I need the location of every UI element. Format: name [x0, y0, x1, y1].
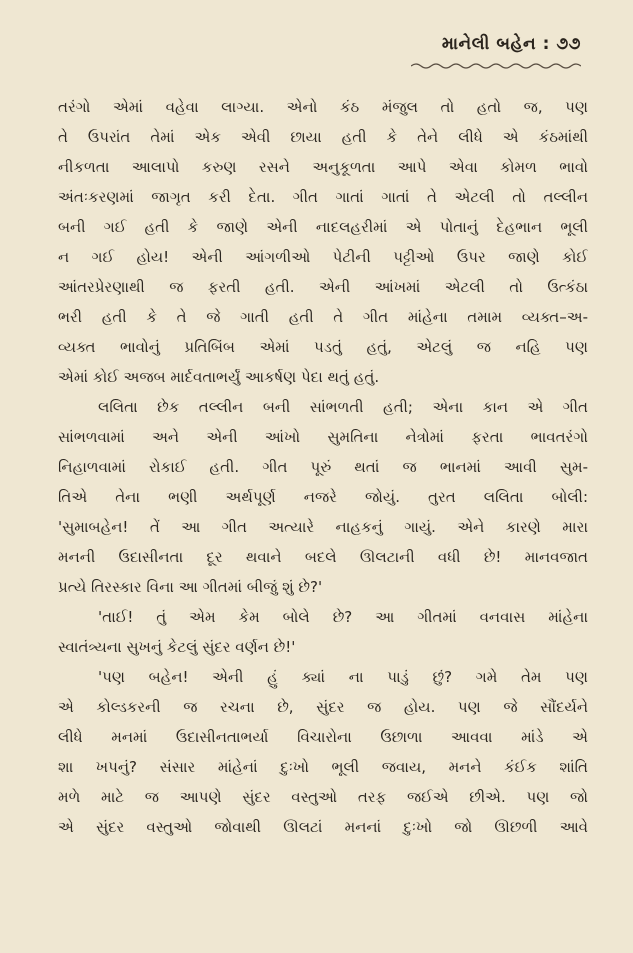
text-line: નીકળતા આલાપો કરુણ રસને અનુકૂળતા આપે એવા કોમળ ભાવો	[58, 158, 588, 176]
text-line: તિએ તેના ભણી અર્થપૂર્ણ નજરે જોયું. તુરત લલિતા બોલી:	[58, 488, 588, 506]
text-line: એમાં કોઈ અજબ માર્દવતાભર્યું આકર્ષણ પેદા થતું હતું.	[58, 368, 380, 386]
text-line: પ્રત્યે તિરસ્કાર વિના આ ગીતમાં બીજું શું છે?'	[58, 578, 323, 596]
text-line: આંતરપ્રેરણાથી જ ફરતી હતી. એની આંખમાં એટલી તો ઉત્કંઠા	[58, 278, 588, 296]
text-line: સાંભળવામાં અને એની આંખો સુમતિના નેત્રોમાં ફરતા ભાવતરંગો	[58, 428, 588, 446]
paragraph-3	[58, 602, 588, 662]
text-line: લલિતા છેક તલ્લીન બની સાંભળતી હતી; એના કાન એ ગીત	[98, 398, 588, 416]
text-line: એ સુંદર વસ્તુઓ જોવાથી ઊલટાં મનનાં દુઃખો જો ઊછળી આવે	[58, 818, 588, 836]
header-wavy-rule	[411, 62, 581, 70]
running-head: માનેલી બહેન : ૭૭	[441, 34, 581, 54]
text-line: બની ગઈ હતી કે જાણે એની નાદલહરીમાં એ પોતાનું દેહભાન ભૂલી	[58, 218, 588, 236]
paragraph-4	[58, 662, 588, 842]
text-line: તે ઉપરાંત તેમાં એક એવી છાયા હતી કે તેને લીધે એ કંઠમાંથી	[58, 128, 588, 146]
text-line: વ્યક્ત ભાવોનું પ્રતિબિંબ એમાં પડતું હતું, એટલું જ નહિ પણ	[58, 338, 588, 356]
text-line: 'પણ બહેન! એની હું ક્યાં ના પાડું છું? ગમે તેમ પણ	[98, 668, 588, 686]
text-line: નિહાળવામાં રોકાઈ હતી. ગીત પૂરું થતાં જ ભાનમાં આવી સુમ-	[58, 458, 588, 476]
text-line: 'સુમાબહેન! તેં આ ગીત અત્યારે નાહકનું ગાયું. એને કારણે મારા	[58, 518, 588, 536]
text-line: શા ખપનું? સંસાર માંહેનાં દુઃખો ભૂલી જવાય, મનને કંઈક શાંતિ	[58, 758, 588, 776]
text-line: ભરી હતી કે તે જે ગાતી હતી તે ગીત માંહેના તમામ વ્યક્ત–અ-	[58, 308, 588, 326]
text-line: ન ગઈ હોય! એની આંગળીઓ પેટીની પટ્ટીઓ ઉપર જાણે કોઈ	[58, 248, 588, 266]
paragraph-2	[58, 392, 588, 602]
text-line: તરંગો એમાં વહેવા લાગ્યા. એનો કંઠ મંજુલ તો હતો જ, પણ	[58, 98, 588, 116]
text-line: અંતઃકરણમાં જાગૃત કરી દેતા. ગીત ગાતાં ગાતાં તે એટલી તો તલ્લીન	[58, 188, 588, 206]
text-line: 'તાઈ! તું એમ કેમ બોલે છે? આ ગીતમાં વનવાસ માંહેના	[98, 608, 588, 626]
text-line: સ્વાતંત્ર્યના સુખનું કેટલું સુંદર વર્ણન છે!'	[58, 638, 296, 656]
text-line: મળે માટે જ આપણે સુંદર વસ્તુઓ તરફ જઈએ છીએ. પણ જો	[58, 788, 588, 806]
text-line: લીધે મનમાં ઉદાસીનતાભર્યા વિચારોના ઉછાળા આવવા માંડે એ	[58, 728, 588, 746]
body-text	[58, 92, 588, 842]
paragraph-1	[58, 92, 588, 392]
text-line: એ કોલ્ડકરની જ રચના છે, સુંદર જ હોય. પણ જે સૌંદર્યને	[58, 698, 588, 716]
text-line: મનની ઉદાસીનતા દૂર થવાને બદલે ઊલટાની વધી છે! માનવજાત	[58, 548, 588, 566]
